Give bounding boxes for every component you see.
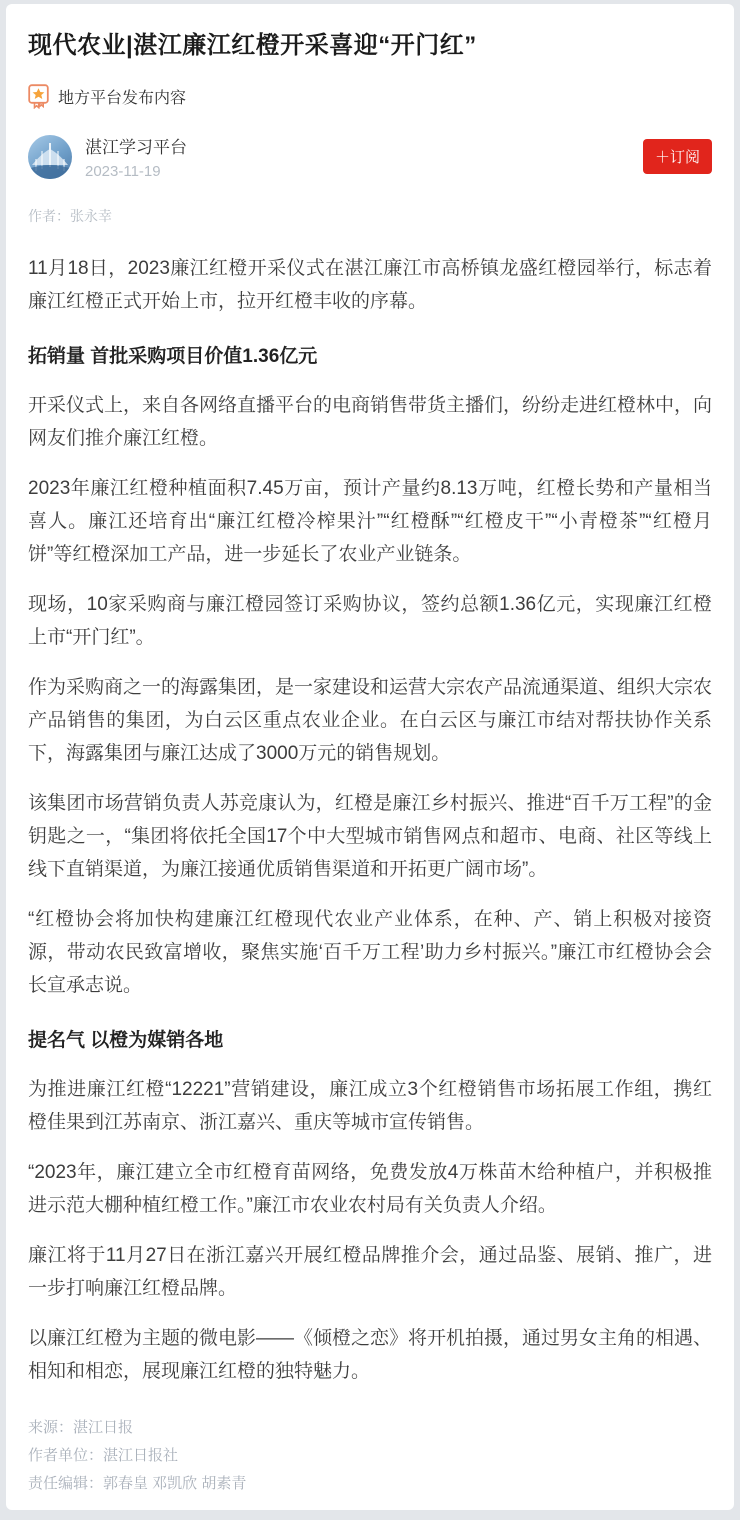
content-tag [28,84,712,109]
paragraph: “红橙协会将加快构建廉江红橙现代农业产业体系，在种、产、销上积极对接资源，带动农民致富增收，聚焦实施‘百千万工程’助力乡村振兴。”廉江市红橙协会会长宣承志说。 [28,909,712,996]
article-body [28,252,712,1388]
article-footer [28,1414,712,1498]
article-card [6,4,734,1510]
paragraph: 作为采购商之一的海露集团，是一家建设和运营大宗农产品流通渠道、组织大宗农产品销售的集团，为白云区重点农业企业。在白云区与廉江市结对帮扶协作关系下，海露集团与廉江达成了3000万元的销售规划。 [28,677,713,764]
section-heading: 拓销量 首批采购项目价值1.36亿元 [28,346,318,367]
paragraph: 廉江将于11月27日在浙江嘉兴开展红橙品牌推介会，通过品鉴、展销、推广，进一步打响廉江红橙品牌。 [28,1245,712,1299]
paragraph: 开采仪式上，来自各网络直播平台的电商销售带货主播们，纷纷走进红橙林中，向网友们推介廉江红橙。 [28,395,713,449]
publish-date: 2023-11-19 [85,163,161,180]
paragraph: 该集团市场营销负责人苏竞康认为，红橙是廉江乡村振兴、推进“百千万工程”的金钥匙之一，“集团将依托全国17个中大型城市销售网点和超市、电商、社区等线上线下直销渠道，为廉江接通优质销售渠道和开拓更广阔市场”。 [28,793,712,880]
paragraph: 11月18日，2023廉江红橙开采仪式在湛江廉江市高桥镇龙盛红橙园举行，标志着廉江红橙正式开始上市，拉开红橙丰收的序幕。 [28,258,712,312]
author-line: 作者：张永幸 [28,208,112,224]
paragraph: 2023年廉江红橙种植面积7.45万亩，预计产量约8.13万吨，红橙长势和产量相当喜人。廉江还培育出“廉江红橙冷榨果汁”“红橙酥”“红橙皮干”“小青橙茶”“红橙月饼”等红橙深加工产品，进一步延长了农业产业链条。 [28,478,712,565]
paragraph: 现场，10家采购商与廉江橙园签订采购协议，签约总额1.36亿元，实现廉江红橙上市“开门红”。 [28,594,712,648]
footer-meta-line: 作者单位：湛江日报社 [28,1447,179,1464]
page-title: 现代农业|湛江廉江红橙开采喜迎“开门红” [28,32,477,59]
paragraph: 为推进廉江红橙“12221”营销建设，廉江成立3个红橙销售市场拓展工作组，携红橙佳果到江苏南京、浙江嘉兴、重庆等城市宣传销售。 [28,1079,712,1133]
footer-meta-line: 责任编辑：郭春皇 邓凯欣 胡素青 [28,1475,247,1492]
content-tag-label: 地方平台发布内容 [58,90,187,107]
paragraph: 以廉江红橙为主题的微电影——《倾橙之恋》将开机拍摄，通过男女主角的相遇、相知和相恋，展现廉江红橙的独特魅力。 [28,1328,713,1382]
publisher-avatar[interactable] [28,135,72,179]
section-heading: 提名气 以橙为媒销各地 [28,1030,224,1051]
publisher-name[interactable]: 湛江学习平台 [85,138,187,157]
subscribe-button[interactable]: ＋订阅 [643,139,712,174]
footer-meta-line: 来源：湛江日报 [28,1419,134,1436]
publisher-row [28,133,712,180]
publisher-info [85,133,643,180]
paragraph: “2023年，廉江建立全市红橙育苗网络，免费发放4万株苗木给种植户，并积极推进示范大棚种植红橙工作。”廉江市农业农村局有关负责人介绍。 [28,1162,712,1216]
ribbon-badge-icon [28,84,49,109]
